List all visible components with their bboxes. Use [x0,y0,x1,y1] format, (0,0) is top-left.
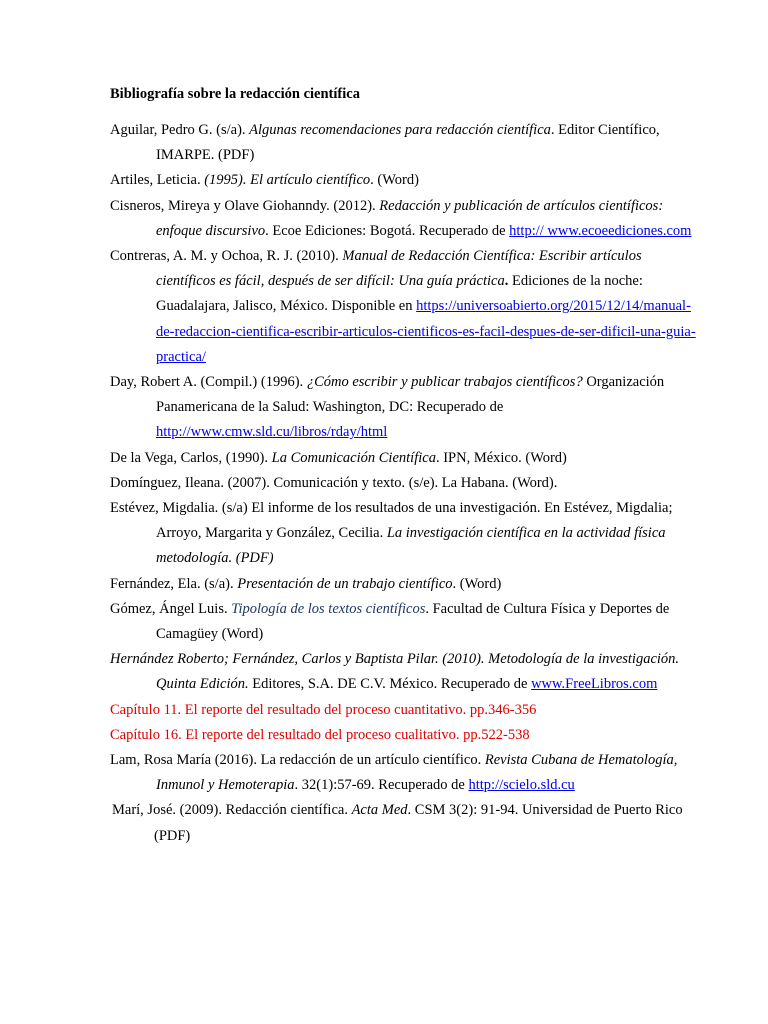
entry-title: Redacción y publicación de artículos científicos: enfoque discursivo [156,197,664,239]
bib-entry-estevez [110,496,696,572]
bib-entry-day [110,370,696,446]
entry-title: (1995). El artículo científico [204,172,371,189]
entry-author: Estévez, Migdalia. (s/a) El informe de los resultados de una investigación. En Estévez, Migdalia; Arroyo, Margarita y González, Cecilia. [110,500,673,542]
entry-details: . Facultad de Cultura Física y Deportes de Camagüey (Word) [156,600,670,643]
entry-details: . (Word) [452,575,502,592]
entry-title: Tipología de los textos científicos [231,600,426,617]
entry-text: Domínguez, Ileana. (2007). Comunicación y texto. (s/e). La Habana. (Word). [110,474,558,491]
entry-link[interactable]: https://universoabierto.org/2015/12/14/manual-de-redaccion-cientifica-escribir-articulos-cientificos-es-facil-despues-de-ser-dificil-una-guia-practica/ [156,298,696,365]
entry-details: . Ecoe Ediciones: Bogotá. Recuperado de [265,222,510,239]
entry-title: Acta Med [351,802,408,819]
entry-link[interactable]: www.FreeLibros.com [531,676,658,693]
bib-entry-cisneros [110,194,696,244]
entry-details: . IPN, México. (Word) [435,449,567,466]
entry-pages: pp.346-356 [469,701,537,718]
entry-link[interactable]: http:// www.ecoeediciones.com [509,222,692,239]
bib-entry-contreras [110,244,696,370]
entry-details: . Editor Científico, IMARPE. (PDF) [156,122,660,164]
page-title: Bibliografía sobre la redacción científica [110,86,360,102]
entry-title: Hernández Roberto; Fernández, Carlos y Baptista Pilar. (2010). Metodología de la investigación. Quinta Edición. [110,651,680,693]
entry-title: La Comunicación Científica [271,449,436,466]
entry-author: Day, Robert A. (Compil.) (1996). [110,374,307,391]
entry-author: De la Vega, Carlos, (1990). [110,449,272,466]
bib-entry-capitulo-11 [110,698,696,723]
entry-author: Artiles, Leticia. [110,172,205,189]
entry-pages: pp.522-538 [463,726,530,743]
entry-details: . (Word) [370,172,419,189]
entry-title: ¿Cómo escribir y publicar trabajos científicos? [306,374,583,391]
bib-entry-capitulo-16 [110,723,696,748]
entry-dot: . [504,273,509,290]
entry-title: Manual de Redacción Científica: Escribir artículos científicos es fácil, después de ser difícil: Una guía práctica [156,248,642,290]
entry-details: . CSM 3(2): 91-94. Universidad de Puerto Rico (PDF) [154,802,683,844]
entry-text: Capítulo 16. El reporte del resultado del proceso cualitativo. [110,726,464,743]
entry-author: Contreras, A. M. y Ochoa, R. J. (2010). [110,248,343,265]
bib-entry-mari [110,798,694,848]
entry-title: Presentación de un trabajo científico [237,575,453,592]
entry-author: Lam, Rosa María (2016). La redacción de un artículo científico. [110,752,485,769]
entry-link[interactable]: http://www.cmw.sld.cu/libros/rday/html [156,424,388,441]
entry-link[interactable]: http://scielo.sld.cu [468,777,575,794]
bib-entry-delavega [110,446,696,471]
entry-author: Aguilar, Pedro G. (s/a). [110,122,250,138]
entry-details: Editores, S.A. DE C.V. México. Recuperado de [248,676,532,693]
entry-details: Ediciones de la noche: Guadalajara, Jalisco, México. Disponible en [156,273,643,315]
bib-entry-gomez [110,597,696,647]
entry-author: Fernández, Ela. (s/a). [110,575,238,592]
entry-title: Algunas recomendaciones para redacción científica [249,122,551,138]
entry-author: Gómez, Ángel Luis. [110,600,232,617]
bib-entry-aguilar [110,118,696,168]
entry-details: Organización Panamericana de la Salud: Washington, DC: Recuperado de [156,374,665,416]
bib-entry-artiles [110,168,696,193]
entry-details: . 32(1):57-69. Recuperado de [294,777,469,794]
entry-author: Marí, José. (2009). Redacción científica. [112,802,352,819]
bib-entry-lam [110,748,696,798]
bib-entry-dominguez [110,471,696,496]
entry-text: Capítulo 11. El reporte del resultado del proceso cuantitativo. [110,701,470,718]
entry-title: La investigación científica en la actividad física metodología. (PDF) [156,525,666,567]
bib-entry-fernandez [110,572,696,597]
entry-title: Revista Cubana de Hematología, Inmunol y Hemoterapia [156,752,678,794]
bib-entry-hernandez [110,647,696,697]
entry-author: Cisneros, Mireya y Olave Giohanndy. (2012). [110,197,380,214]
